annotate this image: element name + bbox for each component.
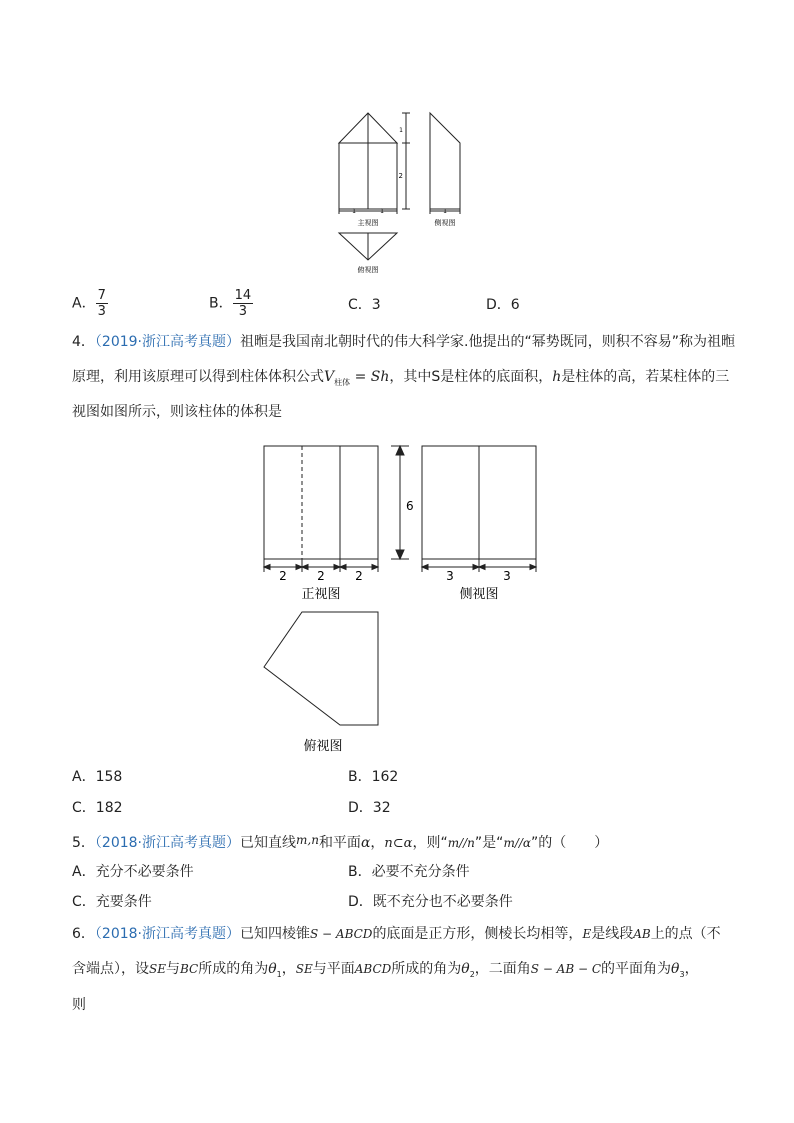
q6-source: （2018·浙江高考真题） [94, 926, 241, 942]
q6-text-2: 的底面是正方形，侧棱长均相等， [372, 926, 583, 942]
q4-three-view-figure [255, 438, 555, 758]
q4-front-view [264, 446, 378, 559]
q3-option-c-value: 3 [371, 297, 381, 313]
q6-line-1 [72, 924, 721, 944]
q4-side-view [422, 446, 536, 559]
q4-option-a-value: 158 [95, 769, 123, 785]
q6-l2-6: 所成的角为 [391, 961, 462, 977]
q6-theta-2: θ [461, 961, 470, 977]
q6-theta-1: θ [268, 961, 277, 977]
q3-option-d-letter: D． [486, 297, 511, 313]
q6-line-3: 则 [72, 997, 86, 1013]
q5-number: 5． [72, 835, 95, 851]
q3-top-view [339, 233, 397, 260]
q5-text-5: ”是“ [474, 835, 504, 851]
q6-theta-3-sub: 3 [679, 969, 685, 979]
q4-option-c-value: 182 [95, 800, 123, 816]
q6-theta-1-sub: 1 [276, 969, 282, 979]
q4-option-b-letter: B． [348, 769, 372, 785]
q6-point-e: E [582, 927, 592, 941]
q4-front-label: 正视图 [301, 587, 341, 602]
q4-front-dim-3: 2 [355, 569, 363, 583]
q5-source: （2018·浙江高考真题） [94, 835, 241, 851]
q6-text-1: 已知四棱锥 [240, 926, 311, 942]
q6-theta-3: θ [671, 961, 680, 977]
q6-theta-2-sub: 2 [469, 969, 475, 979]
q5-text-6: ”的（ ） [531, 835, 609, 851]
q3-option-b-den: 3 [238, 304, 248, 319]
q4-top-label: 俯视图 [303, 739, 343, 754]
q6-dihedral: S − AB − C [530, 962, 602, 976]
q3-option-d[interactable] [486, 295, 520, 315]
q4-front-dim-2: 2 [317, 569, 325, 583]
q4-formula-sub: 柱体 [334, 377, 351, 387]
q4-formula-v: V [324, 369, 335, 385]
q3-option-b-fraction [233, 288, 254, 319]
q4-option-a[interactable] [72, 767, 122, 787]
q5-text-2: 和平面 [318, 835, 361, 851]
q3-option-a-fraction [96, 288, 108, 319]
q5-alpha: α [360, 835, 371, 851]
q4-side-dimensions [422, 559, 536, 572]
q5-text-3: ， [370, 835, 385, 851]
q3-option-a-den: 3 [97, 304, 106, 319]
q3-option-c[interactable] [348, 295, 381, 315]
q5-text-4: ，则“ [412, 835, 448, 851]
q6-l2-9: ， [684, 961, 699, 977]
q6-l2-5: 与平面 [312, 961, 355, 977]
q5-option-a-value: 充分不必要条件 [95, 864, 194, 880]
q3-option-a-letter: A． [72, 295, 96, 312]
q3-option-a-num: 7 [97, 288, 106, 303]
q4-option-c[interactable] [72, 798, 123, 818]
q5-option-b-letter: B． [348, 864, 372, 880]
q5-option-d-letter: D． [348, 894, 373, 910]
q4-h: h [552, 369, 562, 385]
q4-line-2 [72, 367, 729, 393]
q4-height-label: 6 [406, 499, 414, 513]
q3-side-view [430, 113, 460, 209]
q4-front-dim-1: 2 [279, 569, 287, 583]
q6-se: SE [149, 962, 166, 976]
q3-dim-side-view: 1 [443, 208, 447, 215]
q5-option-d[interactable] [348, 892, 513, 912]
q5-option-b-value: 必要不充分条件 [371, 864, 470, 880]
q3-side-label: 侧视图 [434, 219, 456, 227]
q4-option-d-letter: D． [348, 800, 373, 816]
q4-formula [324, 369, 389, 385]
q6-l2-1: 含端点），设 [72, 961, 149, 977]
q5-option-c-letter: C． [72, 894, 96, 910]
q5-condition-2: m//α [503, 836, 532, 850]
q5-option-a[interactable] [72, 862, 194, 882]
q4-number: 4． [72, 334, 95, 350]
q3-option-c-letter: C． [348, 297, 372, 313]
q3-option-b-num: 14 [234, 288, 252, 303]
q3-top-label: 俯视图 [357, 266, 379, 274]
q4-option-b-value: 162 [371, 769, 399, 785]
q4-line-3: 视图如图所示，则该柱体的体积是 [72, 404, 282, 420]
q4-source: （2019·浙江高考真题） [94, 334, 241, 350]
q4-top-view [264, 612, 378, 725]
q6-l2-7: ，二面角 [474, 961, 531, 977]
q5-option-c-value: 充要条件 [95, 894, 152, 910]
q5-condition-1: m//n [447, 836, 475, 850]
q3-front-label: 主视图 [357, 219, 379, 227]
q3-three-view-figure [330, 105, 470, 280]
q6-l2-4: ， [281, 961, 296, 977]
q5-text-1: 已知直线 [240, 835, 297, 851]
q4-side-label: 侧视图 [459, 587, 499, 602]
q6-line-2 [72, 959, 699, 985]
q4-formula-rhs: = Sh [350, 369, 390, 385]
q6-segment-ab: AB [633, 927, 651, 941]
q5-option-b[interactable] [348, 862, 470, 882]
q6-number: 6． [72, 926, 95, 942]
q4-option-d-value: 32 [372, 800, 391, 816]
q4-side-dim-1: 3 [446, 569, 454, 583]
q5-line-1 [72, 830, 608, 854]
q3-option-a[interactable] [72, 288, 108, 319]
q4-line-1 [72, 332, 735, 352]
q6-se-2: SE [295, 962, 313, 976]
q6-l2-3: 所成的角为 [198, 961, 269, 977]
q5-condition: n⊂α [384, 836, 413, 851]
q4-option-a-letter: A． [72, 769, 96, 785]
q6-bc: BC [179, 962, 199, 976]
q4-option-d[interactable] [348, 798, 391, 818]
q6-pyramid: S − ABCD [310, 927, 373, 941]
q6-text-4: 上的点（不 [650, 926, 721, 942]
q4-text-2a: 原理，利用该原理可以得到柱体体积公式 [72, 369, 324, 385]
q5-option-c[interactable] [72, 892, 152, 912]
q4-text-1: 祖暅是我国南北朝时代的伟大科学家.他提出的“幂势既同，则积不容易”称为祖暅 [240, 334, 735, 350]
q3-option-b[interactable] [209, 288, 253, 319]
q5-option-d-value: 既不充分也不必要条件 [372, 894, 513, 910]
q5-mn: m,n [296, 833, 319, 847]
q3-dim-bottom-left: 1 [352, 208, 356, 215]
q6-text-3: 是线段 [591, 926, 634, 942]
q4-option-c-letter: C． [72, 800, 96, 816]
q3-option-d-value: 6 [510, 297, 520, 313]
q5-option-a-letter: A． [72, 864, 96, 880]
q4-text-2c: 是柱体的高，若某柱体的三 [561, 369, 730, 385]
q6-l2-2: 与 [165, 961, 180, 977]
q3-option-b-letter: B． [209, 295, 233, 312]
q3-front-view [339, 113, 397, 209]
q3-dim-bottom-right: 1 [380, 208, 384, 215]
q6-l2-8: 的平面角为 [601, 961, 672, 977]
q4-text-2b: ，其中S是柱体的底面积， [389, 369, 553, 385]
q4-side-dim-2: 3 [503, 569, 511, 583]
q3-dim-top: 1 [399, 127, 403, 134]
q3-dim-side: 2 [398, 172, 403, 180]
q4-option-b[interactable] [348, 767, 398, 787]
q6-abcd: ABCD [354, 962, 392, 976]
